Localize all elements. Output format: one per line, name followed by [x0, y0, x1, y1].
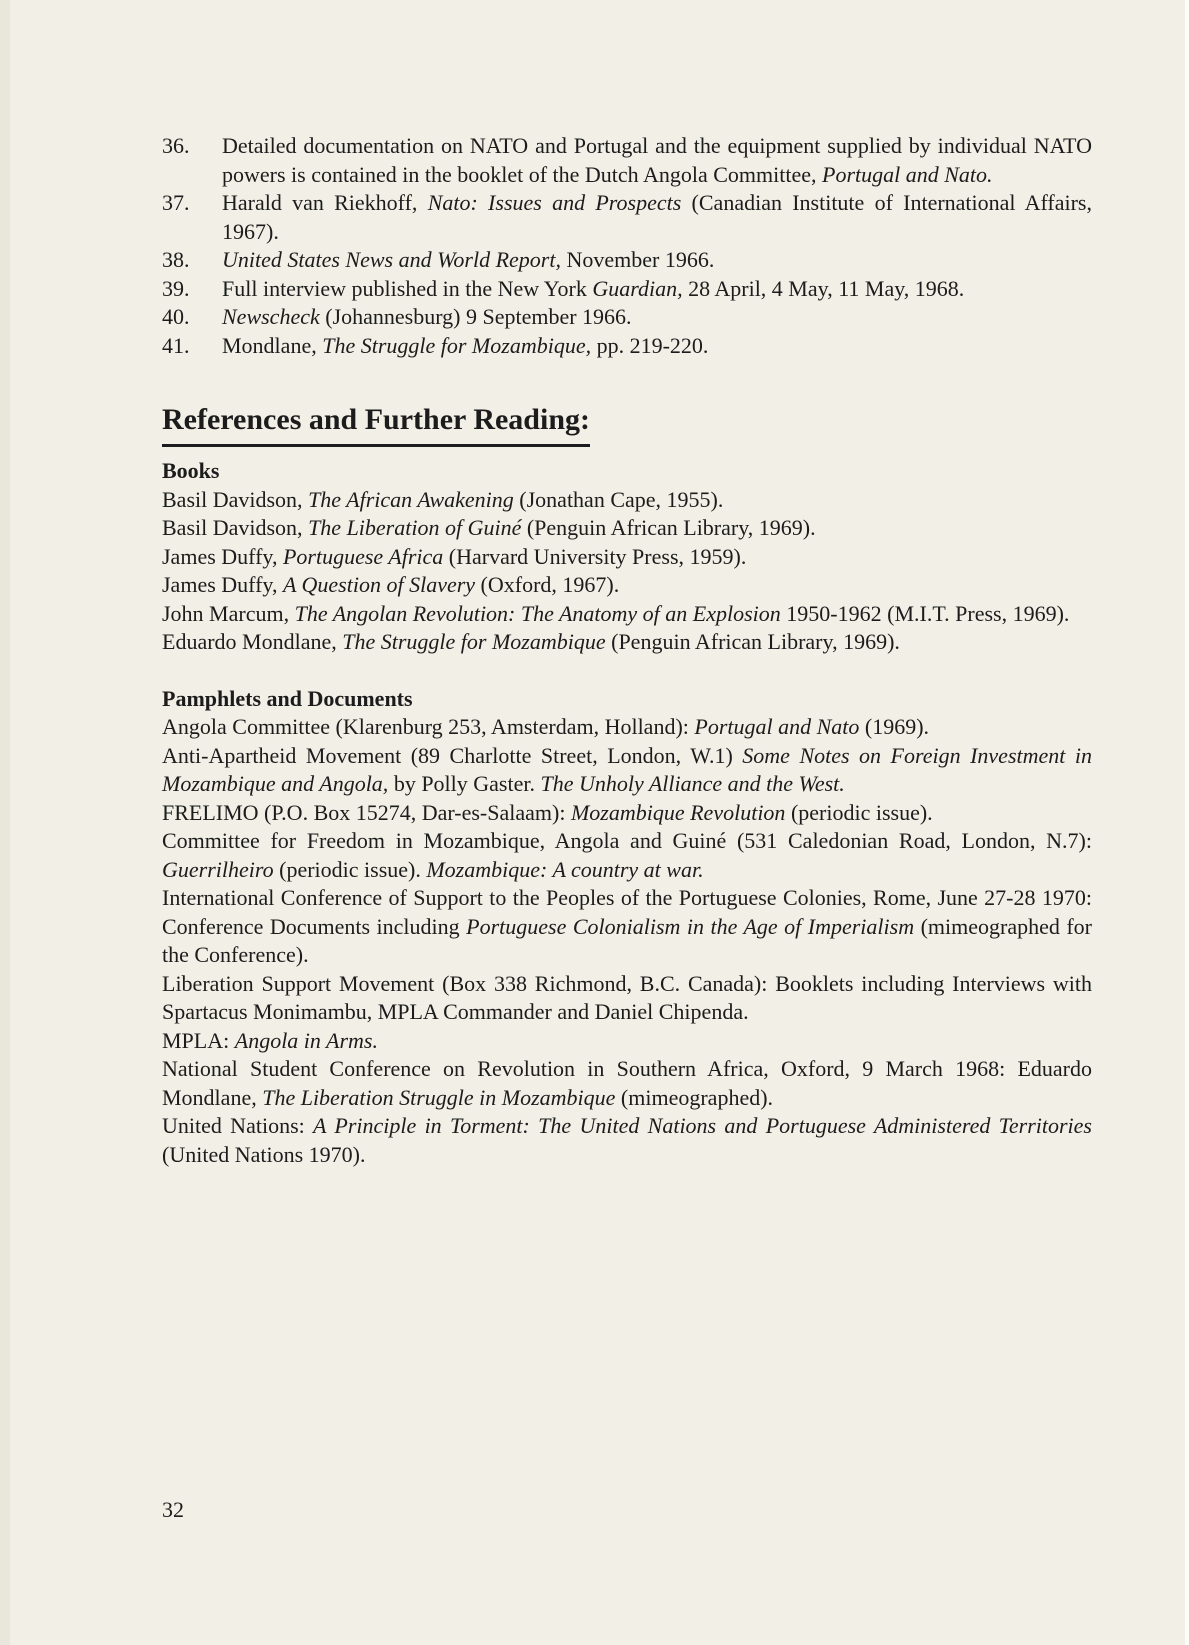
- endnote-text: [222, 332, 1092, 361]
- reference-entry: [162, 827, 1092, 884]
- reference-entry: [162, 742, 1092, 799]
- pamphlets-list: [162, 713, 1092, 1169]
- text-run: (Johannesburg) 9 September 1966.: [319, 304, 632, 329]
- page-number: 32: [162, 1497, 184, 1522]
- text-run: Committee for Freedom in Mozambique, Angola and Guiné (531 Caledonian Road, London, N.7):: [162, 828, 1092, 853]
- title-italic: The Unholy Alliance and the West.: [540, 771, 845, 796]
- text-run: FRELIMO (P.O. Box 15274, Dar-es-Salaam):: [162, 799, 571, 825]
- endnote-item: [162, 303, 1092, 332]
- reference-entry: [162, 571, 1092, 600]
- reference-entry: [162, 600, 1092, 629]
- references-heading: References and Further Reading:: [162, 402, 590, 447]
- text-run: (mimeographed for the Conference).: [162, 913, 1093, 967]
- reference-entry: [162, 1027, 1092, 1056]
- title-italic: United States News and World Report,: [222, 247, 561, 272]
- text-run: by Polly Gaster.: [388, 771, 541, 796]
- text-run: (Penguin African Library, 1969).: [521, 515, 816, 540]
- text-run: United Nations:: [162, 1113, 314, 1138]
- text-run: MPLA:: [162, 1027, 235, 1053]
- title-italic: A Principle in Torment: The United Nations and Portuguese Administered Territories: [313, 1113, 1092, 1138]
- text-run: Liberation Support Movement (Box 338 Richmond, B.C. Canada): Booklets including Interviews with Spartacus Monimambu, MPLA Commander and Daniel Chipenda.: [162, 970, 1092, 1024]
- title-italic: Portugal and Nato.: [822, 161, 993, 187]
- text-run: Anti-Apartheid Movement (89 Charlotte Street, London, W.1): [162, 742, 743, 768]
- title-italic: Guerrilheiro: [162, 856, 274, 882]
- endnote-text: [222, 132, 1092, 189]
- title-italic: Angola in Arms.: [234, 1027, 378, 1053]
- endnote-number: 41.: [162, 332, 190, 358]
- text-run: John Marcum,: [162, 600, 295, 626]
- endnote-number: 37.: [162, 190, 190, 215]
- pamphlets-subheading: Pamphlets and Documents: [162, 685, 413, 711]
- endnote-number: 39.: [162, 275, 190, 301]
- endnote-item: [162, 132, 1092, 189]
- text-run: (1969).: [859, 714, 930, 739]
- reference-entry: [162, 628, 1092, 657]
- endnote-number: 38.: [162, 247, 190, 272]
- title-italic: Mozambique Revolution: [570, 799, 786, 825]
- text-run: Basil Davidson,: [162, 515, 309, 540]
- title-italic: Portugal and Nato: [694, 714, 860, 739]
- text-run: (mimeographed).: [615, 1084, 774, 1110]
- endnote-number: 40.: [162, 304, 190, 329]
- title-italic: Newscheck: [222, 304, 320, 329]
- title-italic: The Struggle for Mozambique: [342, 629, 606, 654]
- endnote-item: [162, 332, 1092, 361]
- text-run: (Harvard University Press, 1959).: [443, 543, 747, 569]
- endnote-text: [222, 275, 1092, 304]
- endnote-item: [162, 275, 1092, 304]
- reference-entry: [162, 543, 1092, 572]
- text-run: (periodic issue).: [273, 856, 427, 882]
- text-run: National Student Conference on Revolution in Southern Africa, Oxford, 9 March 1968: Eduardo Mondlane,: [162, 1056, 1092, 1110]
- text-run: (Penguin African Library, 1969).: [605, 629, 900, 654]
- books-subheading: Books: [162, 458, 220, 483]
- reference-entry: [162, 970, 1092, 1027]
- text-run: Basil Davidson,: [162, 486, 309, 512]
- endnotes-list: [162, 132, 1092, 360]
- text-run: Detailed documentation on NATO and Portugal and the equipment supplied by individual NATO powers is contained in the booklet of the Dutch Angola Committee,: [222, 133, 1092, 187]
- reference-entry: [162, 884, 1092, 970]
- title-italic: Portuguese Africa: [282, 543, 444, 569]
- endnote-text: [222, 303, 1092, 332]
- title-italic: Portuguese Colonialism in the Age of Imperialism: [466, 913, 915, 939]
- title-italic: Mozambique: A country at war.: [426, 856, 704, 882]
- text-run: James Duffy,: [162, 572, 283, 597]
- title-italic: The Struggle for Mozambique,: [322, 332, 592, 358]
- reference-entry: [162, 1055, 1092, 1112]
- endnote-number: 36.: [162, 133, 190, 158]
- text-run: 28 April, 4 May, 11 May, 1968.: [682, 275, 965, 301]
- title-italic: Nato: Issues and Prospects: [427, 190, 682, 215]
- text-run: 1950-1962 (M.I.T. Press, 1969).: [780, 600, 1070, 626]
- text-run: pp. 219-220.: [591, 332, 709, 358]
- text-run: (Jonathan Cape, 1955).: [513, 486, 724, 512]
- text-run: International Conference of Support to the Peoples of the Portuguese Colonies, Rome, June 27-28 1970: Conference Documents including: [162, 885, 1092, 939]
- text-run: Harald van Riekhoff,: [222, 190, 428, 215]
- title-italic: The Angolan Revolution: The Anatomy of an Explosion: [294, 600, 781, 626]
- reference-entry: [162, 1112, 1092, 1169]
- reference-entry: [162, 713, 1092, 742]
- endnote-item: [162, 246, 1092, 275]
- text-run: Mondlane,: [222, 332, 323, 358]
- title-italic: Some Notes on Foreign Investment in Mozambique and Angola,: [162, 742, 1092, 796]
- title-italic: The African Awakening: [308, 486, 514, 512]
- page-content: [162, 132, 1092, 1169]
- reference-entry: [162, 514, 1092, 543]
- endnote-text: [222, 189, 1092, 246]
- endnote-item: [162, 189, 1092, 246]
- title-italic: A Question of Slavery: [282, 572, 476, 597]
- text-run: (United Nations 1970).: [162, 1141, 366, 1167]
- text-run: (periodic issue).: [785, 799, 933, 825]
- title-italic: The Liberation of Guiné: [308, 515, 522, 540]
- text-run: November 1966.: [560, 247, 715, 272]
- title-italic: The Liberation Struggle in Mozambique: [262, 1084, 616, 1110]
- text-run: Full interview published in the New York: [222, 275, 593, 301]
- text-run: Eduardo Mondlane,: [162, 629, 343, 654]
- text-run: Angola Committee (Klarenburg 253, Amsterdam, Holland):: [162, 714, 695, 739]
- text-run: (Canadian Institute of International Affairs, 1967).: [222, 190, 1092, 244]
- text-run: James Duffy,: [162, 543, 283, 569]
- reference-entry: [162, 799, 1092, 828]
- title-italic: Guardian,: [592, 275, 683, 301]
- books-list: [162, 486, 1092, 657]
- text-run: (Oxford, 1967).: [475, 572, 620, 597]
- endnote-text: [222, 246, 1092, 275]
- reference-entry: [162, 486, 1092, 515]
